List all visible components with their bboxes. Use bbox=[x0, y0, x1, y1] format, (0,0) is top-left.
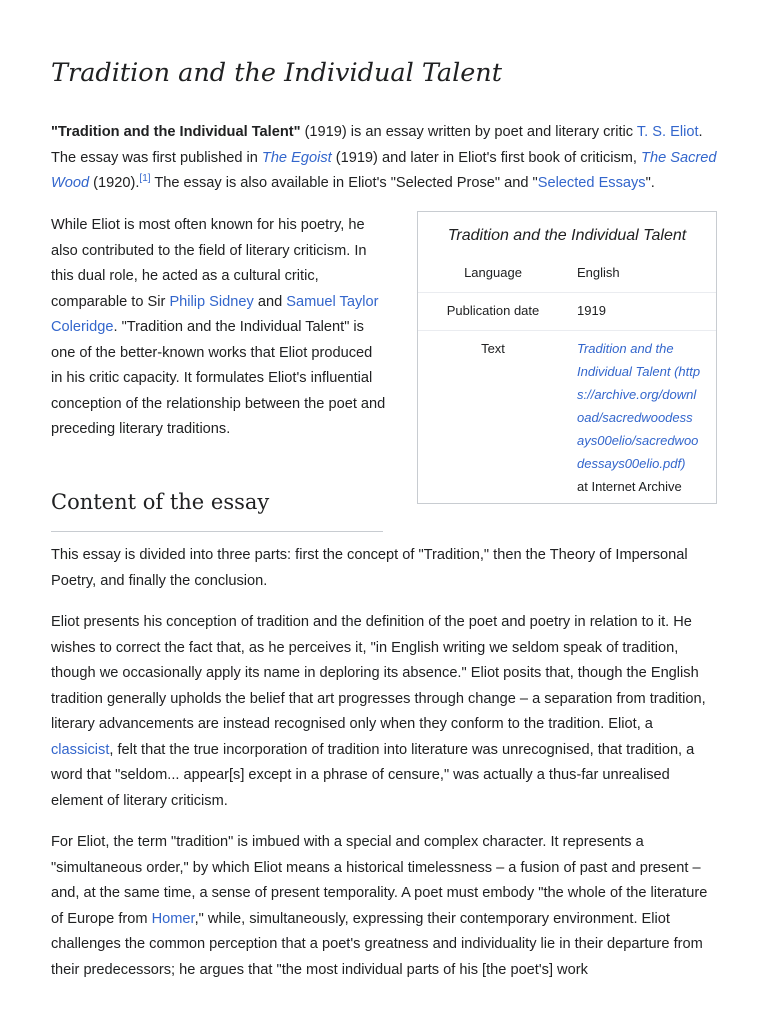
link-the-egoist[interactable]: The Egoist bbox=[261, 149, 332, 166]
infobox bbox=[417, 211, 717, 504]
content-2-text-1: Eliot presents his conception of tradition and the definition of the poet and poetry in relation to it. He wishes to correct the fact that, as he perceives it, "in English writing we seldom speak of tradition, though we occasionally apply its name in deploring its absence." Eliot posits that, though the English tradition generally upholds the belief that art progresses through change – a separation from tradition, literary advancements are instead recognised only when they conform to the tradition. Eliot, a bbox=[51, 614, 706, 732]
content-paragraph-3 bbox=[51, 830, 718, 983]
intro-text-2: . The essay was first published in bbox=[51, 124, 703, 166]
section-heading-content: Content of the essay bbox=[51, 486, 383, 532]
infobox-value-text bbox=[577, 337, 712, 498]
intro-text-4: (1920). bbox=[89, 175, 140, 191]
content-paragraph-1: This essay is divided into three parts: first the concept of "Tradition," then the Theory of Impersonal Poetry, and finally the conclusion. bbox=[51, 547, 688, 589]
article-subject-bold: "Tradition and the Individual Talent" bbox=[51, 124, 301, 140]
intro-text-6: ". bbox=[645, 175, 655, 191]
intro-text-3: (1919) and later in Eliot's first book of criticism, bbox=[331, 149, 642, 166]
link-samuel-taylor-coleridge[interactable]: Samuel Taylor Coleridge bbox=[51, 293, 379, 335]
infobox-row-text bbox=[418, 330, 716, 501]
infobox-row-language bbox=[418, 261, 716, 292]
lead-text-1: While Eliot is most often known for his poetry, he also contributed to the field of literary criticism. In this dual role, he acted as a cultural critic, comparable to Sir bbox=[51, 217, 367, 310]
link-homer[interactable]: Homer bbox=[151, 910, 195, 927]
content-paragraph-2 bbox=[51, 610, 718, 814]
page-title: Tradition and the Individual Talent bbox=[51, 58, 502, 88]
infobox-label-language: Language bbox=[464, 265, 522, 280]
lead-text-2: and bbox=[253, 293, 287, 310]
intro-text-1: (1919) is an essay written by poet and literary critic bbox=[300, 124, 637, 140]
intro-paragraph bbox=[51, 120, 718, 197]
reference-1-link[interactable]: [1] bbox=[139, 173, 151, 184]
infobox-text-suffix: at Internet Archive bbox=[577, 479, 682, 494]
infobox-value-language: English bbox=[577, 265, 620, 280]
lead-paragraph bbox=[51, 213, 387, 443]
link-the-sacred-wood[interactable]: The Sacred Wood bbox=[51, 149, 717, 191]
content-3-text-1: For Eliot, the term "tradition" is imbued with a special and complex character. It represents a "simultaneous order," by which Eliot means a historical timelessness – a fusion of past and present – and, at the same time, a sense of present temporality. A poet must embody "the whole of the literature of Europe from bbox=[51, 834, 708, 927]
link-selected-essays[interactable]: Selected Essays bbox=[537, 175, 646, 191]
lead-text-3: . "Tradition and the Individual Talent" is one of the better-known works that Eliot produced in his critic capacity. It formulates Eliot's influential conception of the relationship between the poet and preceding literary traditions. bbox=[51, 319, 386, 437]
infobox-value-publication-date: 1919 bbox=[577, 303, 606, 318]
link-classicist[interactable]: classicist bbox=[51, 741, 110, 758]
content-2-text-2: , felt that the true incorporation of tradition into literature was unrecognised, that tradition, a word that "seldom... appear[s] except in a phrase of censure," was actually a thus-far unrealised element of literary criticism. bbox=[51, 741, 695, 809]
infobox-label-publication-date: Publication date bbox=[446, 303, 540, 318]
infobox-caption: Tradition and the Individual Talent bbox=[447, 227, 687, 244]
link-internet-archive-text[interactable]: Tradition and the Individual Talent (http s://archive.org/downl oad/sacredwoodess ays00elio/sacredwoo dessays00elio.pdf) bbox=[577, 341, 701, 471]
infobox-label-text: Text bbox=[481, 341, 505, 356]
intro-text-5: The essay is also available in Eliot's "Selected Prose" and " bbox=[150, 175, 538, 191]
infobox-row-publication-date bbox=[418, 292, 716, 330]
link-philip-sidney[interactable]: Philip Sidney bbox=[169, 293, 254, 310]
link-ts-eliot[interactable]: T. S. Eliot bbox=[636, 124, 699, 140]
content-3-text-2: ," while, simultaneously, expressing their contemporary environment. Eliot challenges the common perception that a poet's greatness and individuality lie in their departure from their predecessors; he argues that "the most individual parts of his [the poet's] work bbox=[51, 910, 703, 978]
